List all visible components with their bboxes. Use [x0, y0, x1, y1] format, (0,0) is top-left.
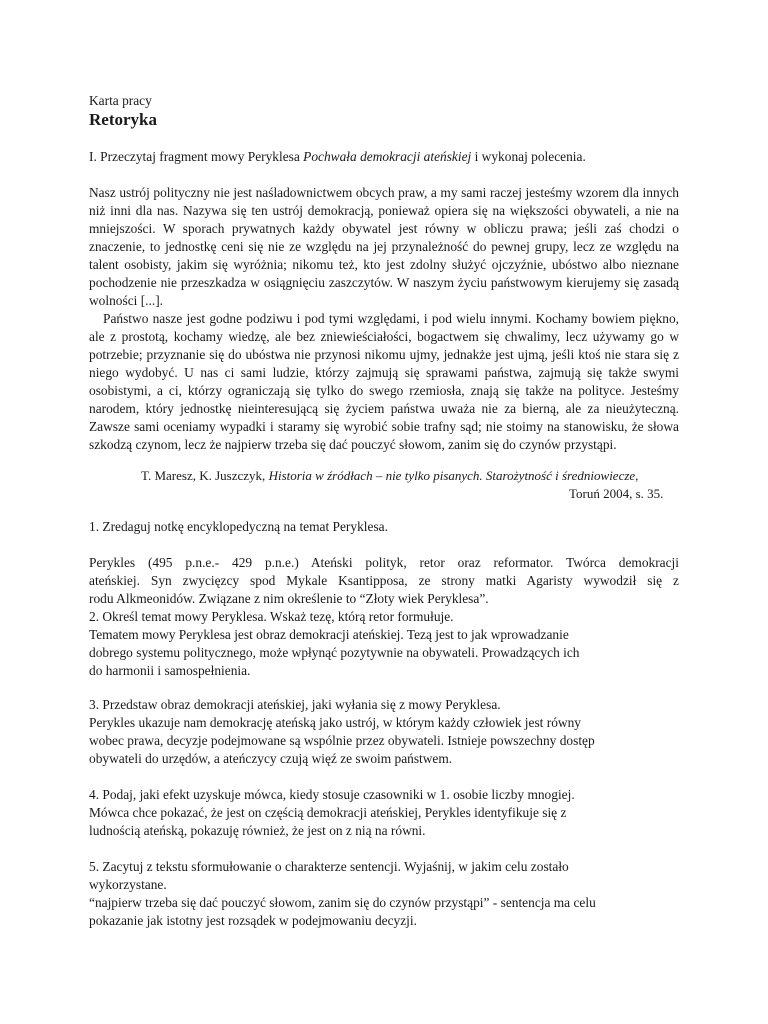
answer-3-line: obywateli do urzędów, a ateńczycy czują więź ze swoim państwem. [89, 751, 453, 766]
question-1: 1. Zredaguj notkę encyklopedyczną na temat Peryklesa. [89, 519, 388, 534]
question-5-line: wykorzystane. [89, 877, 167, 892]
question-4: 4. Podaj, jaki efekt uzyskuje mówca, kiedy stosuje czasowniki w 1. osobie liczby mnogiej. [89, 787, 575, 802]
answer-2-line: Tematem mowy Peryklesa jest obraz demokracji ateńskiej. Tezą jest to jak wprowadzanie [89, 627, 569, 642]
answer-3 [89, 714, 679, 768]
page-title: Retoryka [89, 110, 157, 129]
task-instruction [89, 148, 679, 166]
worksheet-label: Karta pracy [89, 93, 152, 108]
answer-1-line: ateńskiej. Syn zwycięzcy spod Mykale Ksantipposa, ze strony matki Agaristy wywodził się z [89, 573, 679, 588]
answer-4-line: ludnością ateńską, pokazuję również, że jest on z nią na równi. [89, 823, 426, 838]
speech-paragraph-2: Państwo nasze jest godne podziwu i pod tymi względami, i pod wielu innymi. Kochamy bowiem piękno, ale z prostotą, kochamy wiedzę, ale bez zniewieściałości, bogactwem się chwalimy, lecz używamy go w potrzebie; przyznanie się do ubóstwa nie przynosi nikomu ujmy, jednakże jest ujmą, jeśli ktoś nie stara się z niego wydobyć. U nas ci sami ludzie, którzy zajmują się sprawami państwa, zajmują się także swymi osobistymi, a ci, którzy ograniczają się tylko do swego rzemiosła, znają się także na polityce. Jesteśmy narodem, który jednostkę nieinteresującą się życiem państwa uważa nie za bierną, ale za nieużyteczną. Zawsze sami oceniamy wypadki i staramy się wyrobić sobie trafny sąd; nie stoimy na stanowisku, że słowa szkodzą czynom, lecz że najpierw trzeba się dać pouczyć słowom, zanim się do czynów przystąpi. [89, 311, 679, 452]
question-2: 2. Określ temat mowy Peryklesa. Wskaż tezę, którą retor formułuje. [89, 609, 454, 624]
answer-1-line: rodu Alkmeonidów. Związane z nim określenie to “Złoty wiek Peryklesa”. [89, 591, 489, 606]
answer-5-line: pokazanie jak istotny jest rozsądek w podejmowaniu decyzji. [89, 913, 417, 928]
answer-4-line: Mówca chce pokazać, że jest on częścią demokracji ateńskiej, Perykles identyfikuje się z [89, 805, 567, 820]
source-book-title: Historia w źródłach – nie tylko pisanych. Starożytność i średniowiecze [268, 468, 636, 483]
answer-5 [89, 894, 679, 930]
task-instruction-end: i wykonaj polecenia. [471, 149, 586, 164]
answer-2-line: do harmonii i samospełnienia. [89, 663, 251, 678]
speech-title: Pochwała demokracji ateńskiej [303, 149, 472, 164]
question-5 [89, 858, 679, 894]
source-comma: , [635, 468, 639, 483]
answer-1 [89, 554, 679, 608]
question-5-line: 5. Zacytuj z tekstu sformułowanie o charakterze sentencji. Wyjaśnij, w jakim celu zostało [89, 859, 569, 874]
answer-4 [89, 804, 679, 840]
answer-1-line: Perykles (495 p.n.e.- 429 p.n.e.) Ateński polityk, retor oraz reformator. Twórca demokracji [89, 555, 679, 570]
question-3: 3. Przedstaw obraz demokracji ateńskiej, jaki wyłania się z mowy Peryklesa. [89, 697, 501, 712]
answer-3-line: Perykles ukazuje nam demokrację ateńską jako ustrój, w którym każdy człowiek jest równy [89, 715, 581, 730]
answer-5-line: “najpierw trzeba się dać pouczyć słowom, zanim się do czynów przystąpi” - sentencja ma celu [89, 895, 596, 910]
source-citation [141, 468, 638, 484]
answer-2 [89, 626, 679, 680]
source-place: Toruń 2004, s. 35. [569, 486, 664, 501]
source-authors: T. Maresz, K. Juszczyk, [141, 468, 269, 483]
task-instruction-start: I. Przeczytaj fragment mowy Peryklesa [89, 149, 304, 164]
speech-paragraph-1: Nasz ustrój polityczny nie jest naśladownictwem obcych praw, a my sami raczej jesteśmy wzorem dla innych niż inni dla nas. Nazywa się ten ustrój demokracją, ponieważ opiera się na większości obywateli, a nie na mniejszości. W sporach prywatnych każdy obywatel jest równy w obliczu prawa; jeśli zaś chodzi o znaczenie, to jednostkę ceni się nie ze względu na jej przynależność do pewnej grupy, lecz ze względu na talent osobisty, jakim się wyróżnia; nikomu też, kto jest zdolny służyć ojczyźnie, ubóstwo albo nieznane pochodzenie nie przeszkadza w osiągnięciu zaszczytów. W naszym życiu państwowym kierujemy się zasadą wolności [...]. [89, 185, 679, 308]
answer-2-line: dobrego systemu politycznego, może wpłynąć pozytywnie na obywateli. Prowadzących ich [89, 645, 580, 660]
answer-3-line: wobec prawa, decyzje podejmowane są wspólnie przez obywateli. Istnieje powszechny dostęp [89, 733, 595, 748]
